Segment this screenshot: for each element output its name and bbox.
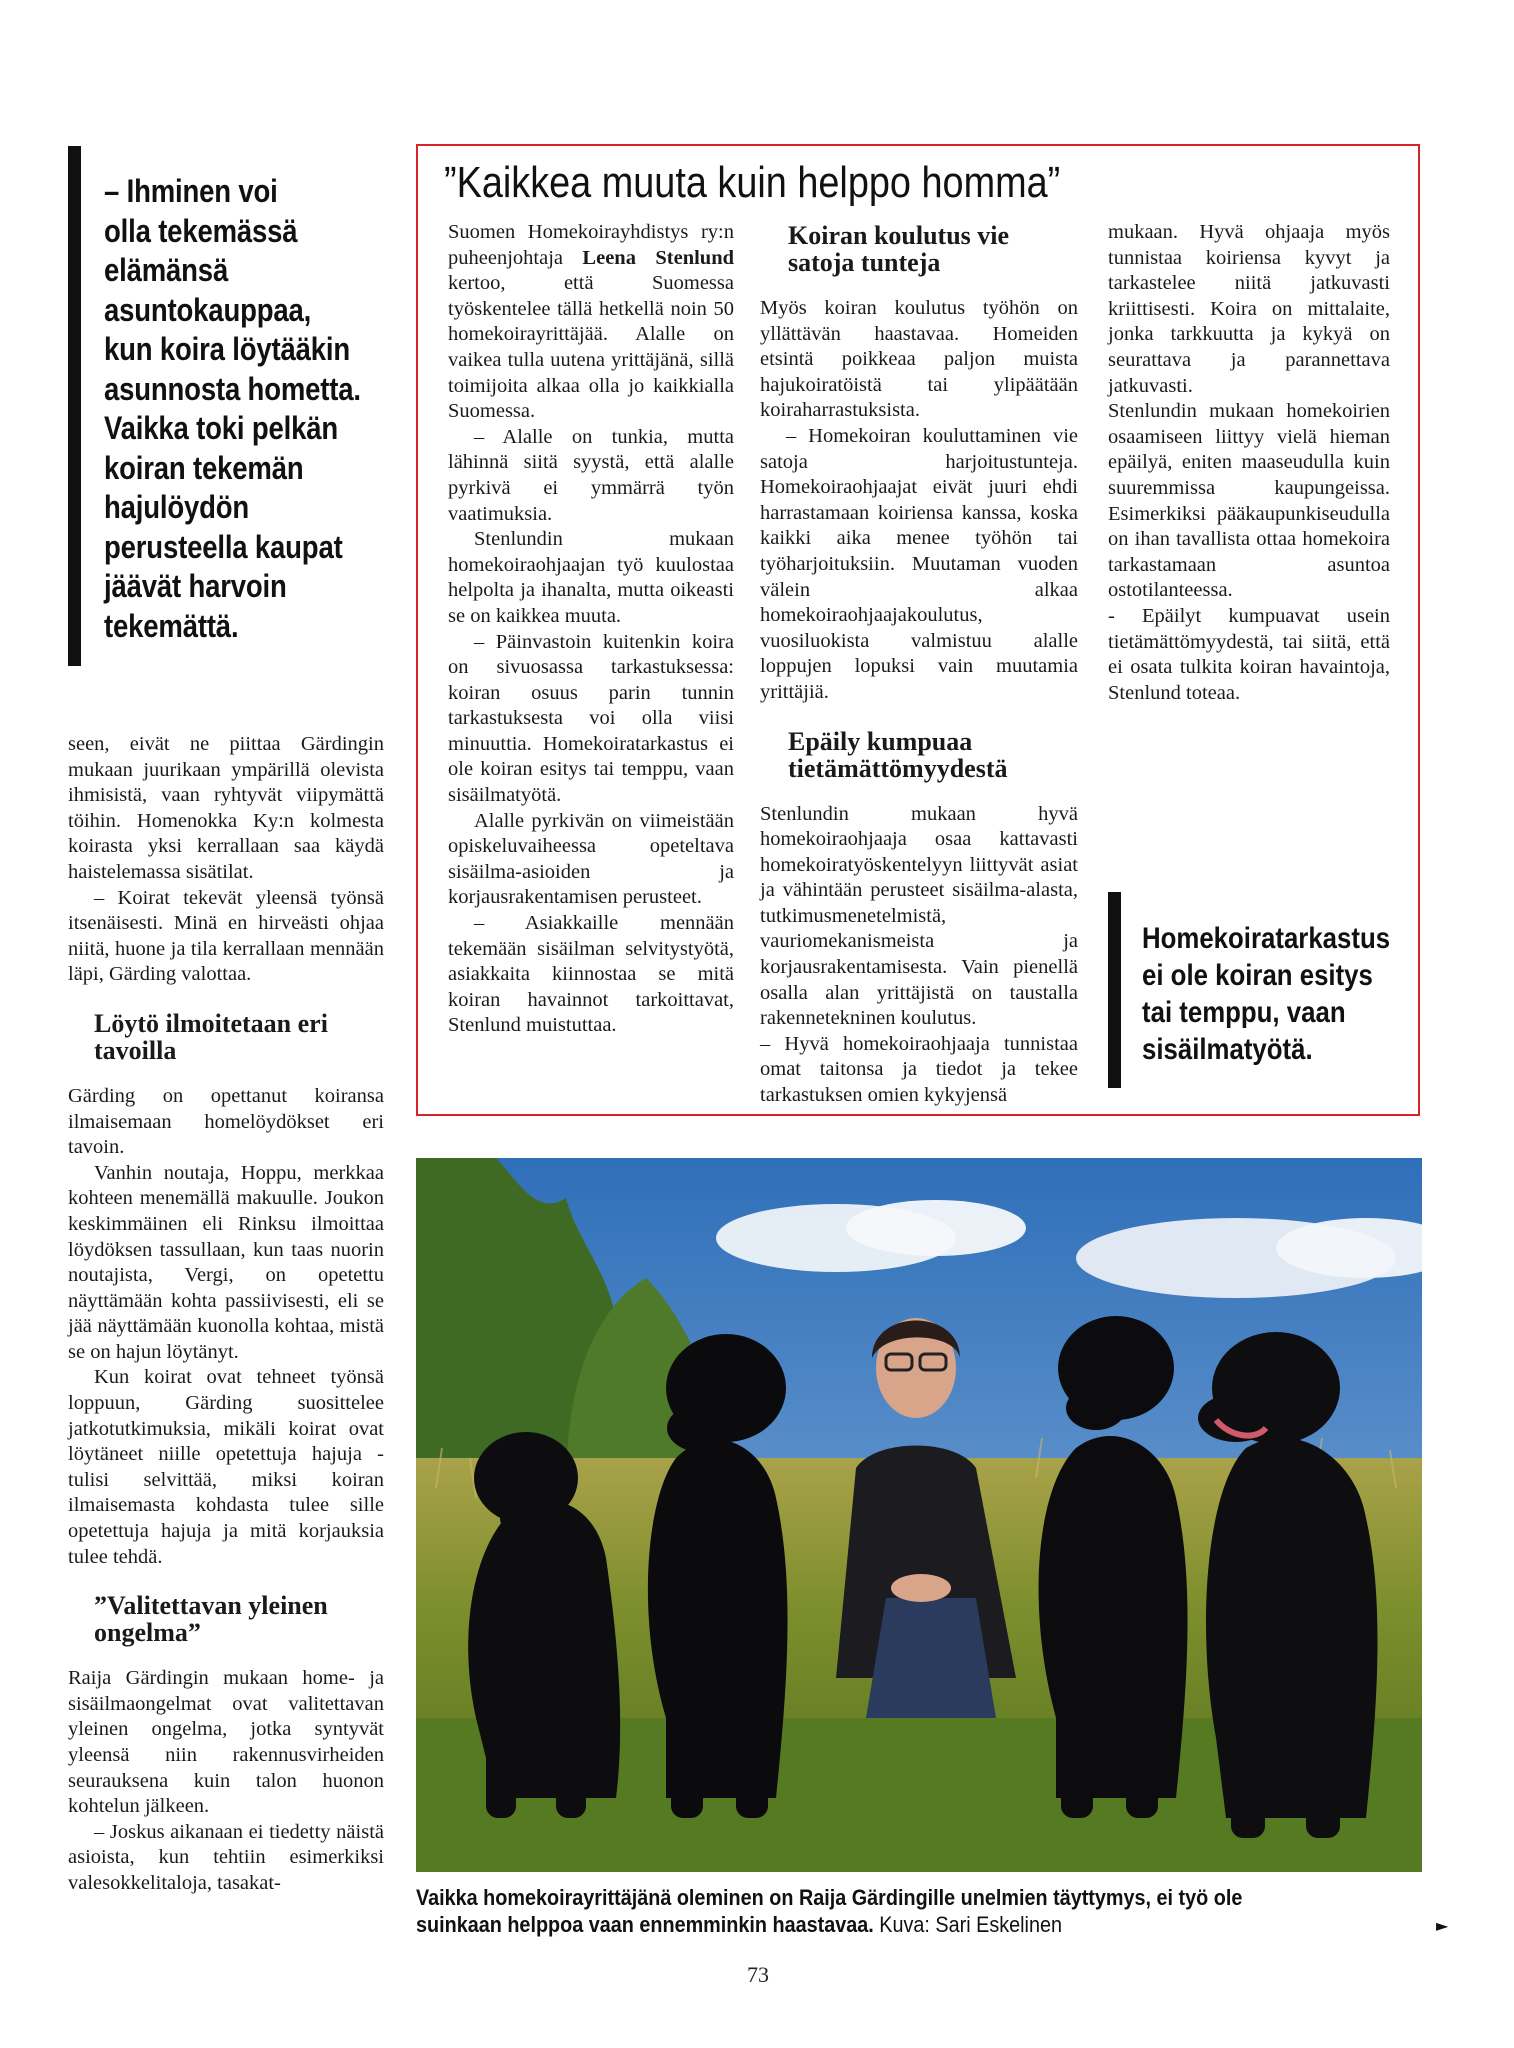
pull-quote-line: ei ole koiran esitys (1142, 959, 1373, 992)
body-paragraph: – Hyvä homekoiraohjaaja tunnistaa omat taitonsa ja tiedot ja tekee tarkastuksen omien kykyjensä (760, 1032, 1078, 1107)
subheading: Koiran koulutus vie satoja tunteja (788, 221, 1010, 277)
pull-quote-line: tai temppu, vaan (1142, 996, 1346, 1029)
body-paragraph: Gärding on opettanut koiransa ilmaisemaan homelöydökset eri tavoin. (68, 1084, 384, 1159)
caption-text: Vaikka homekoirayrittäjänä oleminen on Raija Gärdingille unelmien täyttymys, ei työ ole suinkaan helppoa vaan ennemminkin haastavaa. (416, 1885, 1243, 1937)
pull-quote-line: asuntokauppaa, (104, 291, 312, 328)
pull-quote-right (1142, 920, 1400, 1068)
body-paragraph: mukaan. Hyvä ohjaaja myös tunnistaa koiriensa kyvyt ja tarkastelee niitä jatkuvasti kriittisesti. Koira on mittalaite, jonka tarkkuutta ja kykyä on seurattava ja parannettava jatkuvasti. (1108, 221, 1390, 397)
body-paragraph (448, 220, 734, 425)
box-column-2 (760, 222, 1078, 1109)
subheading: ”Valitettavan yleinen ongelma” (94, 1591, 328, 1648)
pull-quote-line: jäävät harvoin (104, 568, 287, 604)
body-paragraph: Alalle pyrkivän on viimeistään opiskeluvaiheessa opeteltava sisäilma-asioiden ja korjausrakentamisen perusteet. (448, 809, 734, 909)
photo-woman-with-four-black-dogs (416, 1158, 1422, 1872)
body-paragraph: – Asiakkaille mennään tekemään sisäilman selvitystyötä, asiakkaita kiinnostaa se mitä koiran havainnot tarkoittavat, Stenlund muistuttaa. (448, 912, 734, 1037)
box-column-3 (1108, 220, 1390, 706)
body-paragraph: Vanhin noutaja, Hoppu, merkkaa kohteen menemällä makuulle. Joukon keskimmäinen eli Rinksu ilmoittaa löydöksen tassullaan, kun taas nuorin noutajista, Vergi, on opetettu näyttämään kohta passiivisesti, eli se jää näyttämään kuonolla kohtaa, mistä se on hajun löytänyt. (68, 1161, 384, 1363)
text-run: Suomen Homekoirayhdistys ry:n puheenjohtaja (448, 221, 734, 269)
box-column-1 (448, 220, 734, 1039)
pull-quote-bar (1108, 892, 1121, 1088)
body-paragraph: seen, eivät ne piittaa Gärdingin mukaan juurikaan ympärillä olevista ihmisistä, vaan ryhtyvät viipymättä töihin. Homenokka Ky:n kolmesta koirasta yksi kerrallaan saa käydä haistelemassa sisätilat. (68, 733, 384, 883)
body-paragraph: Raija Gärdingin mukaan home- ja sisäilmaongelmat ovat valitettavan yleinen ongelma, jotka syntyvät yleensä niin rakennusvirheiden seurauksena kuin talon huonon kohtelun jälkeen. (68, 1667, 384, 1818)
page-number: 73 (747, 1962, 769, 1987)
pull-quote-left (104, 172, 371, 646)
pull-quote-line: kun koira löytääkin (104, 331, 351, 367)
body-paragraph: – Homekoiran kouluttaminen vie satoja harjoitustunteja. Homekoiraohjaajat eivät juuri ehdi harrastamaan koiriensa kanssa, koska kaikki aika menee työhön tai työharjoituksiin. Muutaman vuoden välein alkaa homekoiraohjaajakoulutus, vuosiluokista valmistuu alalle loppujen lopuksi vain muutamia yrittäjiä. (760, 424, 1078, 703)
pull-quote-line: tekemättä. (104, 607, 239, 644)
photo-credit: Kuva: Sari Eskelinen (873, 1912, 1062, 1937)
pull-quote-line: Homekoiratarkastus (1142, 922, 1391, 955)
body-paragraph: – Koirat tekevät yleensä työnsä itsenäisesti. Minä en hirveästi ohjaa niitä, huone ja tila kerrallaan mennään läpi, Gärding valottaa. (68, 886, 384, 986)
body-paragraph: Stenlundin mukaan homekoiraohjaajan työ kuulostaa helpolta ja ihanalta, mutta oikeasti se on kaikkea muuta. (448, 528, 734, 627)
body-paragraph: - Epäilyt kumpuavat usein tietämättömyydestä, tai siitä, että ei osata tulkita koiran havaintoja, Stenlund toteaa. (1108, 604, 1390, 704)
pull-quote-line: sisäilmatyötä. (1142, 1033, 1313, 1066)
pull-quote-line: asunnosta hometta. (104, 370, 361, 407)
pull-quote-line: perusteella kaupat (104, 528, 343, 565)
body-paragraph: Myös koiran koulutus työhön on yllättävän haastavaa. Homeiden etsintä poikkeaa paljon muista hajukoiratöistä tai ylipäätään koiraharrastuksista. (760, 297, 1078, 422)
continue-arrow-icon: ► (1436, 1916, 1449, 1935)
pull-quote-bar (68, 146, 81, 666)
box-title: ”Kaikkea muuta kuin helppo homma” (444, 158, 1061, 207)
pull-quote-line: hajulöydön (104, 489, 250, 525)
body-paragraph: – Joskus aikanaan ei tiedetty näistä asioista, kun tehtiin esimerkiksi valesokkelitaloja, tasakat- (68, 1820, 384, 1894)
subheading: Epäily kumpuaa tietämättömyydestä (788, 726, 1008, 783)
pull-quote-line: koiran tekemän (104, 449, 304, 486)
body-paragraph: Stenlundin mukaan hyvä homekoiraohjaaja osaa kattavasti homekoiratyöskentelyyn liittyvät asiat ja vähintään perusteet sisäilma-alasta, tutkimusmenetelmistä, vauriomekanismeista ja korjausrakentamisesta. Vain pienellä osalla alan yrittäjistä on taustalla rakennetekninen koulutus. (760, 802, 1078, 1030)
body-paragraph: Kun koirat ovat tehneet työnsä loppuun, Gärding suosittelee jatkotutkimuksia, mikäli koirat ovat löytäneet niille opetettuja hajuja - tulisi selvittää, miksi koiran ilmaisemasta kohdasta tulee sille opetettuja hajuja ja mitä korjauksia tulee tehdä. (68, 1366, 384, 1568)
body-paragraph: – Päinvastoin kuitenkin koira on sivuosassa tarkastuksessa: koiran osuus parin tunnin tarkastuksesta voi olla viisi minuuttia. Homekoiratarkastus ei ole koiran esitys tai temppu, vaan sisäilmatyötä. (448, 630, 734, 807)
text-run: kertoo, että Suomessa työskentelee tällä hetkellä noin 50 homekoirayrittäjää. Alalle on vaikea tulla uutena yrittäjänä, sillä toimijoita alkaa olla jo kaikkialla Suomessa. (448, 272, 734, 423)
photo-caption (416, 1884, 1316, 1938)
pull-quote-line: – Ihminen voi (104, 173, 278, 209)
person-name: Leena Stenlund (582, 246, 735, 269)
body-paragraph: Stenlundin mukaan homekoirien osaamiseen liittyy vielä hieman epäilyä, eniten maaseudulla kuin suuremmissa kaupungeissa. Esimerkiksi pääkaupunkiseudulla on ihan tavallista ottaa homekoira tarkastamaan asuntoa ostotilanteessa. (1108, 400, 1390, 602)
pull-quote-line: Vaikka toki pelkän (104, 410, 339, 446)
pull-quote-line: olla tekemässä (104, 212, 298, 249)
subheading: Löytö ilmoitetaan eri tavoilla (94, 1008, 328, 1065)
body-paragraph: – Alalle on tunkia, mutta lähinnä siitä syystä, että alalle pyrkivä ei ymmärrä työn vaatimuksia. (448, 425, 734, 525)
pull-quote-line: elämänsä (104, 252, 229, 288)
left-column-top (68, 732, 384, 1897)
